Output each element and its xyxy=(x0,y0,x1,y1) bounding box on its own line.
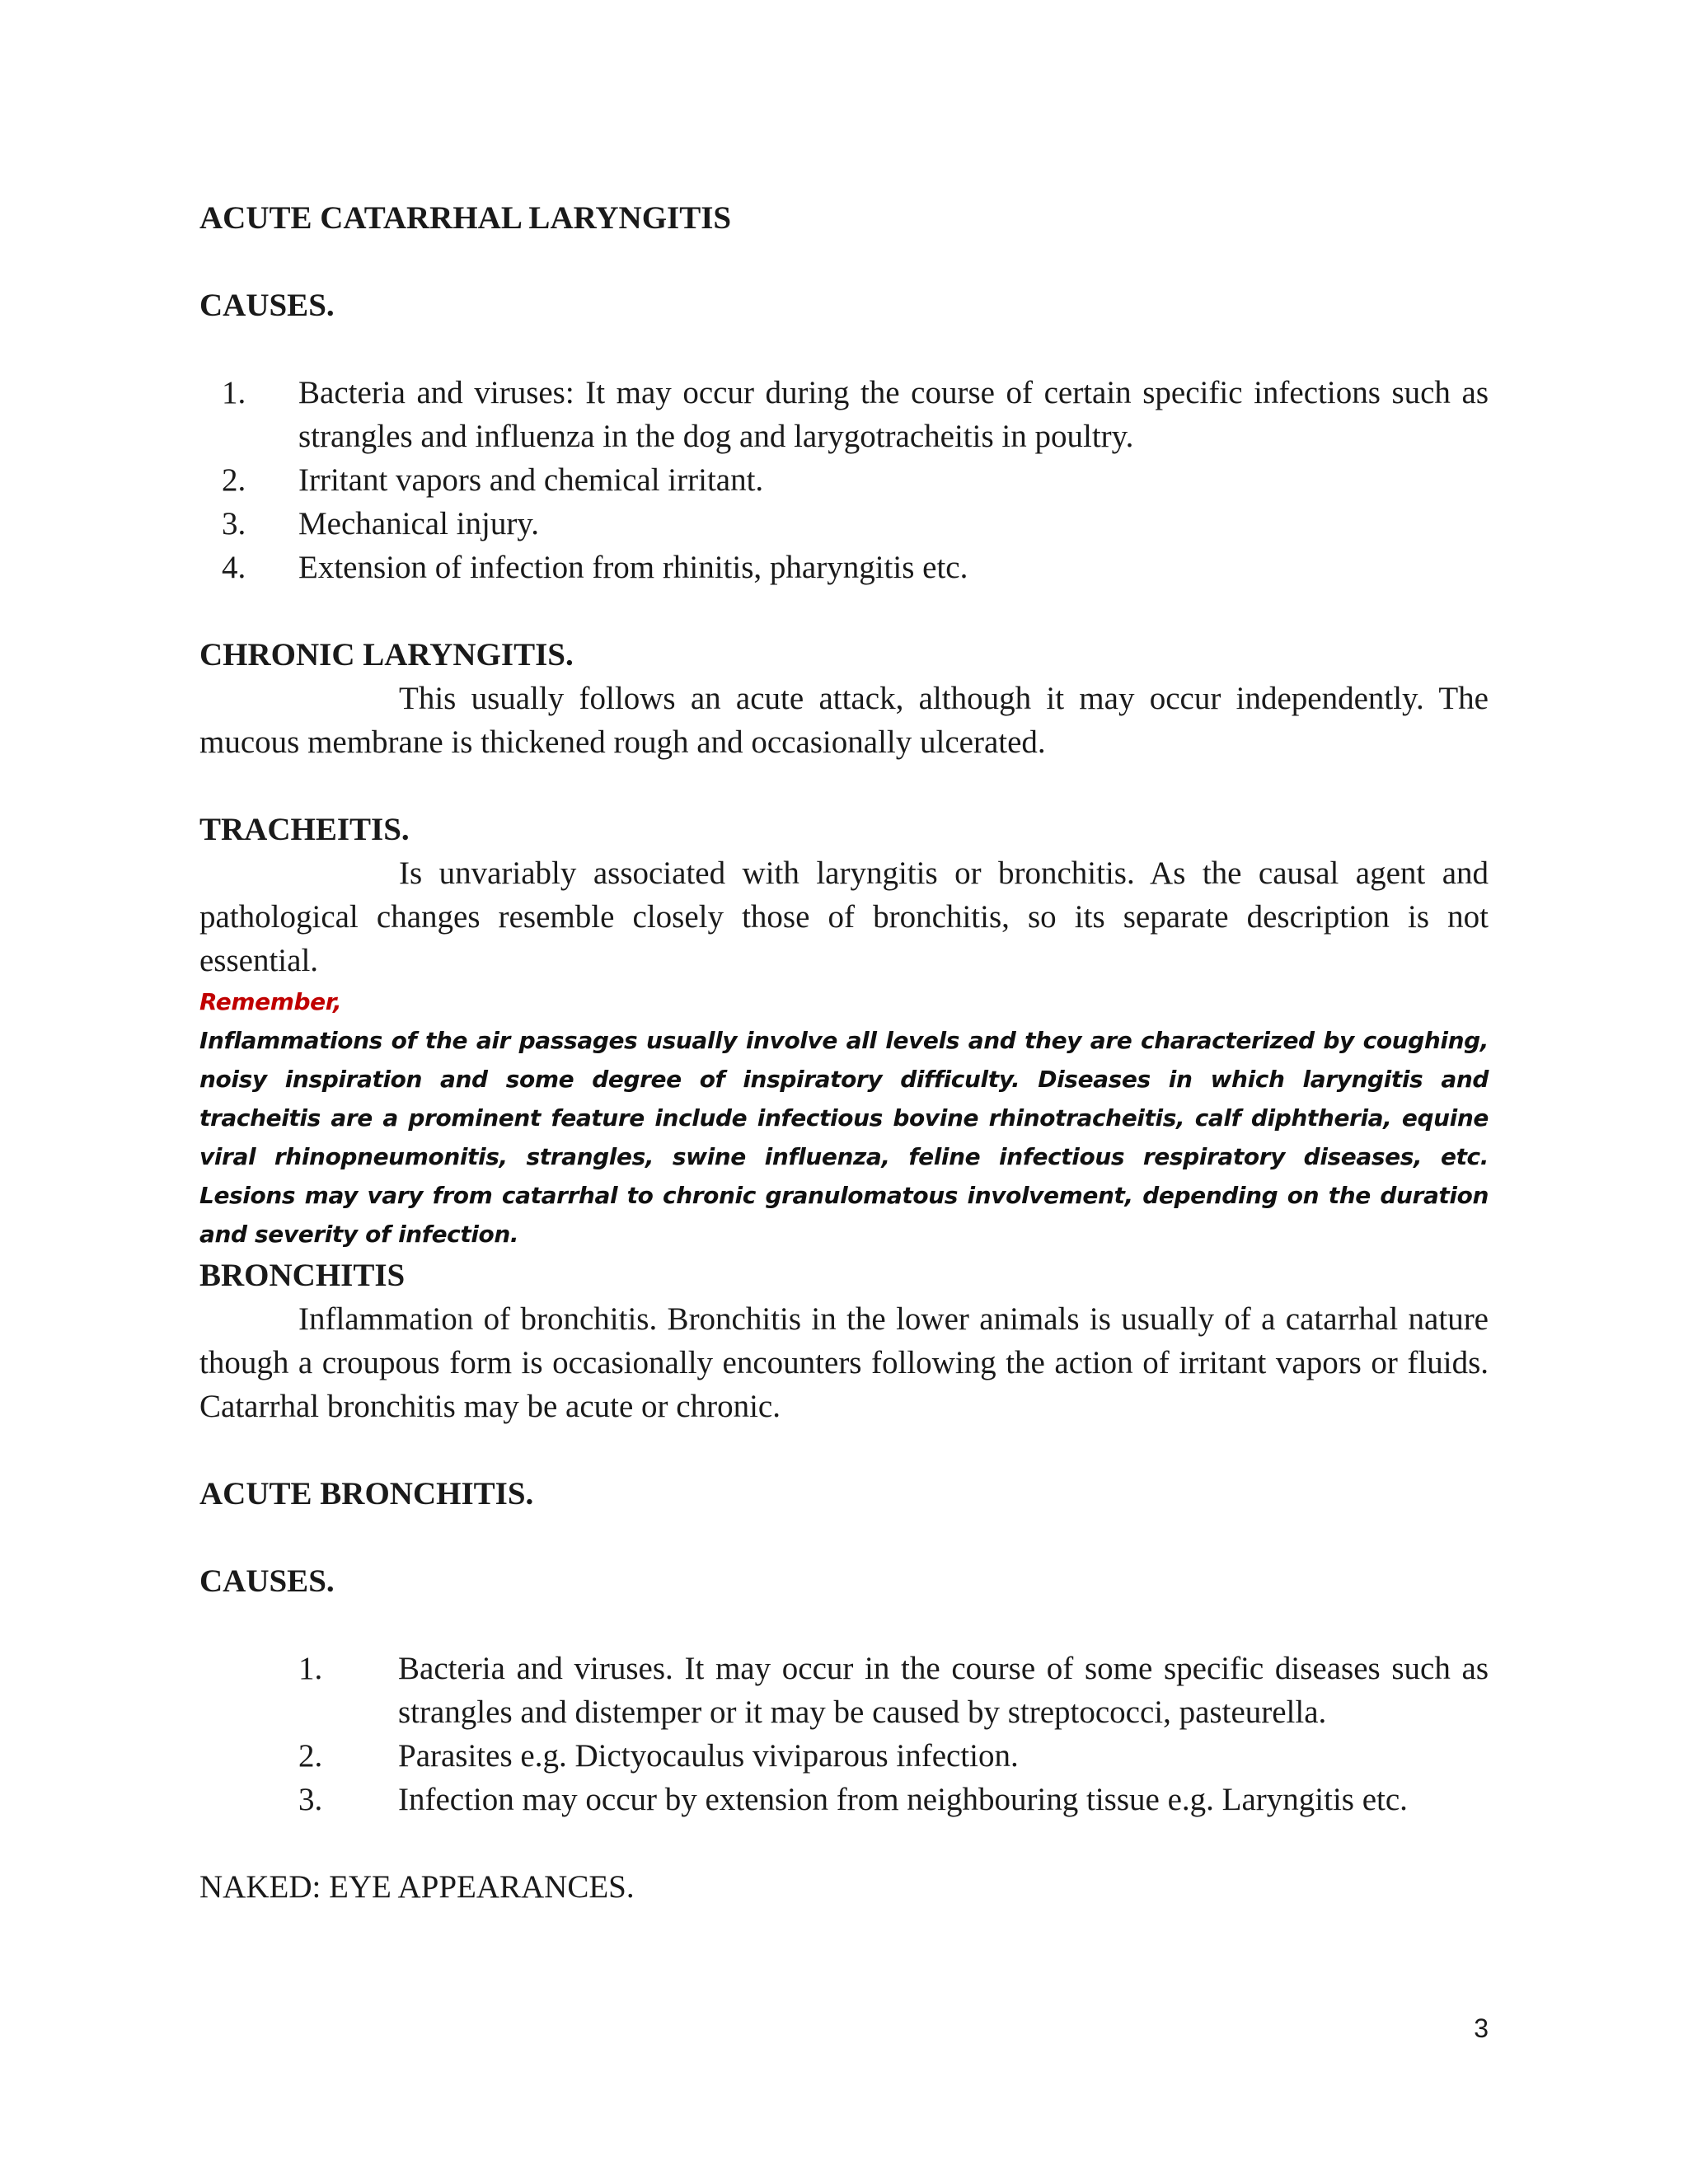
causes-heading: CAUSES. xyxy=(199,288,335,323)
section-title-naked-eye-appearances: NAKED: EYE APPEARANCES. xyxy=(199,1869,635,1905)
list-text: Infection may occur by extension from neighbouring tissue e.g. Laryngitis etc. xyxy=(398,1782,1408,1817)
list-number: 1. xyxy=(222,375,246,410)
list-text: Irritant vapors and chemical irritant. xyxy=(298,462,764,498)
causes-list xyxy=(199,1647,1489,1821)
list-text: Parasites e.g. Dictyocaulus viviparous infection. xyxy=(398,1738,1019,1774)
list-number: 2. xyxy=(222,462,246,498)
note-body: Inflammations of the air passages usually involve all levels and they are characterized by coughing, noisy inspiration and some degree of inspiratory difficulty. Diseases in which laryngitis and tracheitis are a prominent feature include infectious bovine rhinotracheitis, calf diphtheria, equine viral rhinopneumonitis, strangles, swine influenza, feline infectious respiratory diseases, etc. Lesions may vary from catarrhal to chronic granulomatous involvement, depending on the duration and severity of infection. xyxy=(199,1027,1489,1248)
list-item xyxy=(199,458,1489,502)
causes-list xyxy=(199,371,1489,589)
paragraph-chronic-laryngitis: This usually follows an acute attack, although it may occur independently. The mucous membrane is thickened rough and occasionally ulcerated. xyxy=(199,681,1489,760)
list-item xyxy=(199,1647,1489,1734)
list-item xyxy=(199,371,1489,458)
list-text: Extension of infection from rhinitis, pharyngitis etc. xyxy=(298,550,968,585)
list-text: Bacteria and viruses. It may occur in the course of some specific diseases such as strangles and distemper or it may be caused by streptococci, pasteurella. xyxy=(398,1651,1489,1730)
causes-heading: CAUSES. xyxy=(199,1563,335,1599)
list-item xyxy=(199,1734,1489,1778)
section-title-tracheitis: TRACHEITIS. xyxy=(199,812,410,847)
paragraph-bronchitis: Inflammation of bronchitis. Bronchitis in the lower animals is usually of a catarrhal nature though a croupous form is occasionally encounters following the action of irritant vapors or fluids. Catarrhal bronchitis may be acute or chronic. xyxy=(199,1301,1489,1424)
list-text: Mechanical injury. xyxy=(298,506,540,541)
list-item xyxy=(199,546,1489,589)
list-number: 4. xyxy=(222,550,246,585)
section-title-acute-bronchitis: ACUTE BRONCHITIS. xyxy=(199,1476,534,1511)
paragraph-tracheitis: Is unvariably associated with laryngitis or bronchitis. As the causal agent and pathological changes resemble closely those of bronchitis, so its separate description is not essential. xyxy=(199,855,1489,978)
section-title-bronchitis: BRONCHITIS xyxy=(199,1258,406,1293)
section-title-chronic-laryngitis: CHRONIC LARYNGITIS. xyxy=(199,637,574,673)
list-item xyxy=(199,1778,1489,1821)
section-title-acute-catarrhal-laryngitis: ACUTE CATARRHAL LARYNGITIS xyxy=(199,200,732,236)
list-number: 1. xyxy=(298,1651,323,1686)
page-number: 3 xyxy=(1474,2013,1489,2043)
list-text: Bacteria and viruses: It may occur during the course of certain specific infections such as strangles and influenza in the dog and larygotracheitis in poultry. xyxy=(298,375,1489,454)
list-number: 2. xyxy=(298,1738,323,1774)
remember-note xyxy=(199,982,1489,1254)
list-item xyxy=(199,502,1489,546)
page-content xyxy=(199,196,1489,1909)
list-number: 3. xyxy=(298,1782,323,1817)
note-title: Remember, xyxy=(199,988,342,1015)
list-number: 3. xyxy=(222,506,246,541)
